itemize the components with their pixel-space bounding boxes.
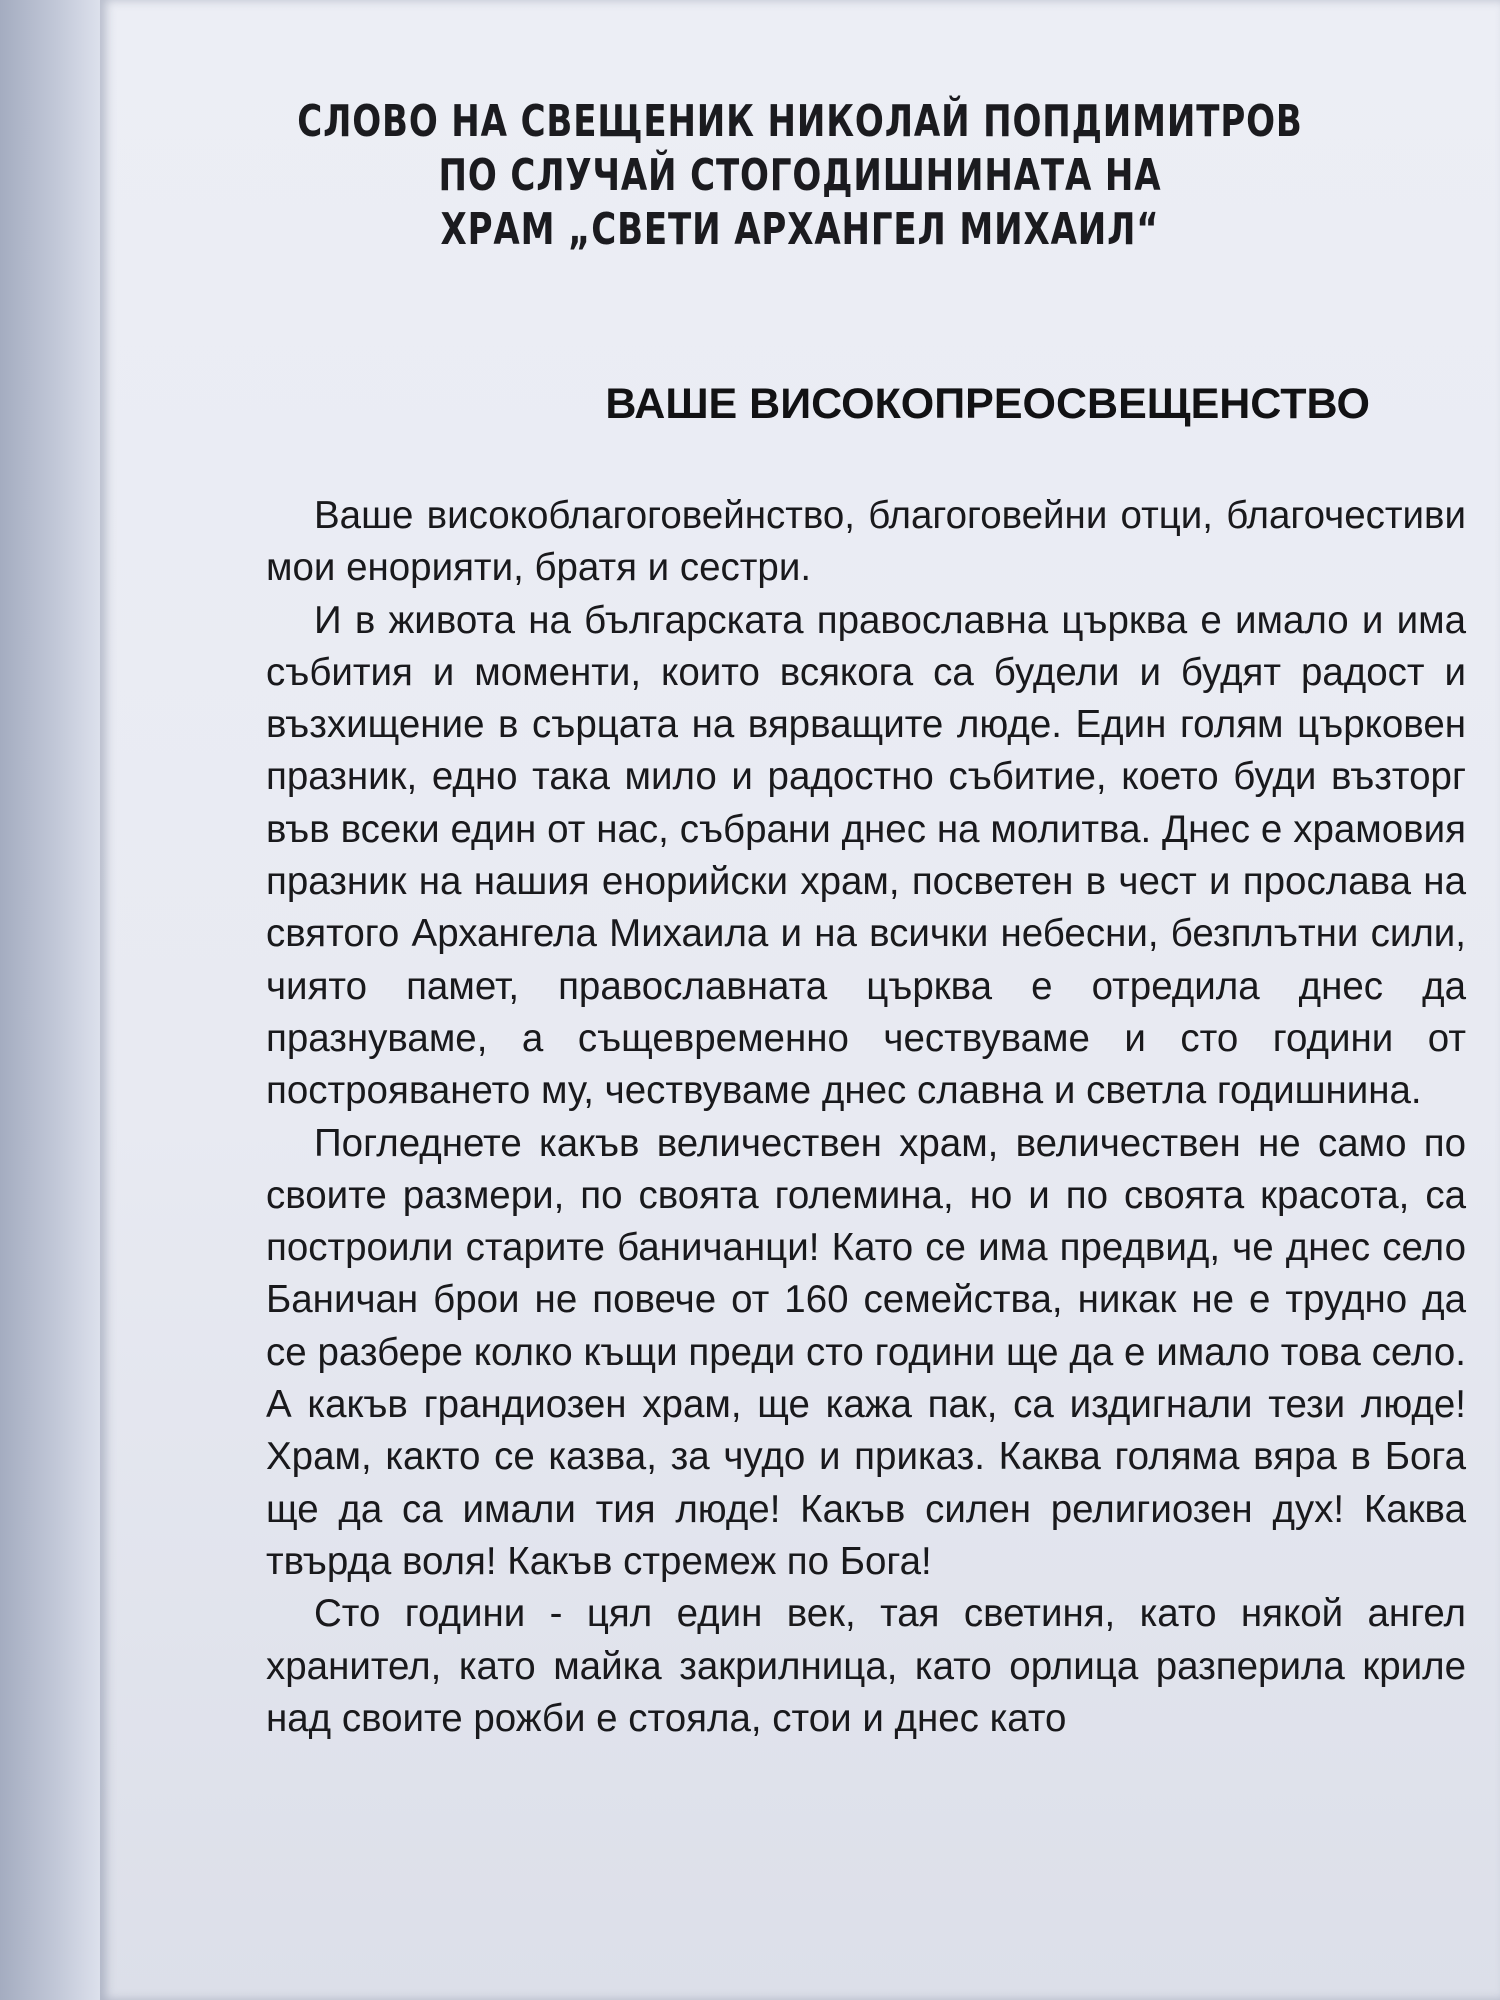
paragraph-4: Сто години - цял един век, тая светиня, като някой ангел хранител, като майка закрилница, като орлица разперила криле над своите рожби е стояла, стои и днес като — [266, 1592, 1466, 1740]
book-page — [100, 0, 1500, 2000]
title-line-3: ХРАМ „СВЕТИ АРХАНГЕЛ МИХАИЛ“ — [440, 204, 1160, 255]
body-text — [266, 490, 1466, 1745]
book-gutter — [0, 0, 104, 2000]
paragraph-3: Погледнете какъв величествен храм, величествен не само по своите размери, по своята големина, но и по своята красота, са построили старите баничанци! Като се има предвид, че днес село Баничан брои не повече от 160 семейства, никак не е трудно да се разбере колко къщи преди сто години ще да е имало това село. А какъв грандиозен храм, ще кажа пак, са издигнали тези люде! Храм, както се казва, за чудо и приказ. Каква голяма вяра в Бога ще да са имали тия люде! Какъв силен религиозен дух! Каква твърда воля! Какъв стремеж по Бога! — [266, 1121, 1466, 1583]
document-title — [100, 95, 1500, 257]
paragraph-1: Ваше високоблагоговейнство, благоговейни отци, благочестиви мои енорияти, братя и сестри. — [266, 494, 1466, 590]
salutation-heading: ВАШЕ ВИСОКОПРЕОСВЕЩЕНСТВО — [605, 380, 1370, 428]
title-line-2: ПО СЛУЧАЙ СТОГОДИШНИНАТА НА — [438, 150, 1162, 201]
title-line-1: СЛОВО НА СВЕЩЕНИК НИКОЛАЙ ПОПДИМИТРОВ — [297, 96, 1303, 147]
paragraph-2: И в живота на българската православна църква е имало и има събития и моменти, които всякога са будели и будят радост и възхищение в сърцата на вярващите люде. Един голям църковен празник, едно така мило и радостно събитие, което буди възторг във всеки един от нас, събрани днес на молитва. Днес е храмовия празник на нашия енорийски храм, посветен в чест и прослава на святого Архангела Михаила и на всички небесни, безплътни сили, чиято памет, православната църква е отредила днес да празнуваме, а същевременно чествуваме и сто години от построяването му, чествуваме днес славна и светла годишнина. — [266, 598, 1466, 1113]
